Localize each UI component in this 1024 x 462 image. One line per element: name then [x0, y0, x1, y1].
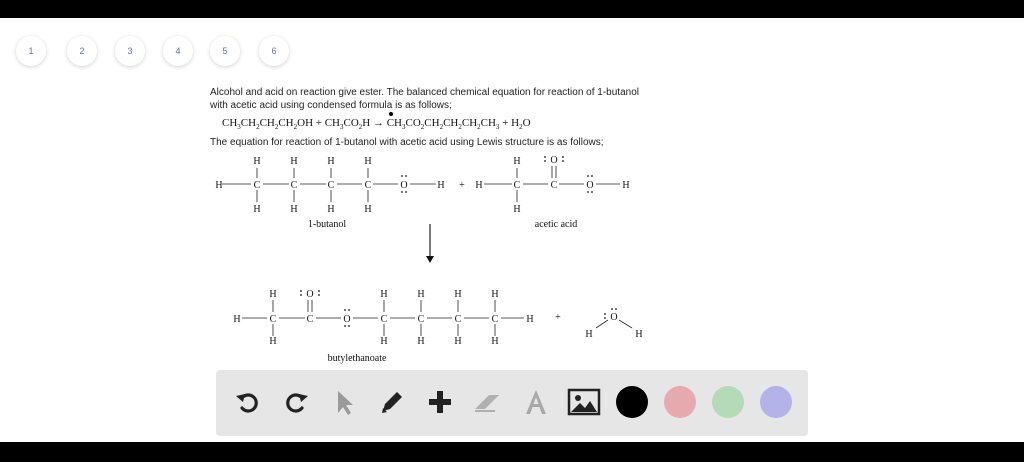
molecule-labels — [308, 219, 577, 364]
atom: H — [327, 204, 335, 215]
plus-sign: + — [459, 180, 465, 191]
atom: H — [585, 329, 593, 340]
page-button-6[interactable]: 6 — [259, 36, 289, 66]
plus-sign: + — [555, 312, 561, 323]
undo-icon[interactable] — [230, 384, 266, 420]
atom: C — [364, 180, 372, 191]
atom: H — [364, 204, 372, 215]
atom: H — [526, 314, 534, 325]
condensed-equation: $CH_3CH_2CH_2CH_2OH + CH_3CO_2H \to CH_3CO_2CH_2CH_2CH_2CH_3 + H_2O$ — [222, 117, 531, 132]
label-butylethanoate: butylethanoate — [327, 353, 387, 364]
color-black-swatch[interactable] — [616, 386, 648, 418]
atom: C — [269, 314, 277, 325]
atom: H — [290, 156, 298, 167]
pointer-icon[interactable] — [326, 384, 362, 420]
atom: C — [417, 314, 425, 325]
atom: O — [343, 314, 351, 325]
lewis-intro: The equation for reaction of 1-butanol with acetic acid using Lewis structure is as follows; — [210, 137, 604, 148]
page-button-4[interactable]: 4 — [163, 36, 193, 66]
pencil-icon[interactable] — [374, 384, 410, 420]
page-button-1[interactable]: 1 — [16, 36, 46, 66]
atom: C — [491, 314, 499, 325]
atom: H — [454, 336, 462, 347]
atom: H — [622, 180, 630, 191]
text-icon[interactable] — [518, 384, 554, 420]
atom: O — [306, 289, 314, 300]
reaction-arrow-head — [426, 256, 434, 263]
atom: C — [327, 180, 335, 191]
atom: H — [437, 180, 445, 191]
atom: H — [253, 156, 261, 167]
plus-icon[interactable] — [422, 384, 458, 420]
atom: H — [327, 156, 335, 167]
atom: H — [491, 336, 499, 347]
atom: H — [380, 336, 388, 347]
page-button-3[interactable]: 3 — [115, 36, 145, 66]
atom: H — [215, 180, 223, 191]
redo-icon[interactable] — [278, 384, 314, 420]
atom: C — [550, 180, 558, 191]
atom: H — [253, 204, 261, 215]
page-button-2[interactable]: 2 — [67, 36, 97, 66]
label-acetic-acid: acetic acid — [534, 219, 578, 230]
atom: H — [269, 336, 277, 347]
atom: O — [586, 180, 594, 191]
atom: O — [550, 155, 558, 166]
label-1-butanol: 1-butanol — [307, 219, 347, 230]
atom: C — [513, 180, 521, 191]
atom: H — [491, 289, 499, 300]
atom: O — [400, 180, 408, 191]
atom: H — [513, 156, 521, 167]
atom: C — [290, 180, 298, 191]
image-icon[interactable] — [566, 384, 602, 420]
atom: H — [269, 289, 277, 300]
intro-line-2: with acetic acid using condensed formula is as follows; — [210, 100, 452, 111]
eraser-icon[interactable] — [470, 384, 506, 420]
atom: H — [513, 204, 521, 215]
drawing-toolbar — [216, 370, 808, 436]
atom: H — [635, 329, 643, 340]
bonds — [222, 166, 632, 336]
color-red-swatch[interactable] — [664, 386, 696, 418]
atom: H — [233, 314, 241, 325]
atom: H — [417, 289, 425, 300]
atom: C — [380, 314, 388, 325]
atom: H — [475, 180, 483, 191]
color-green-swatch[interactable] — [712, 386, 744, 418]
atom: H — [417, 336, 425, 347]
intro-line-1: Alcohol and acid on reaction give ester. The balanced chemical equation for reaction of 1-butanol — [210, 87, 639, 98]
atom: H — [380, 289, 388, 300]
atom: C — [253, 180, 261, 191]
atom: C — [306, 314, 314, 325]
bottom-bar — [0, 442, 1024, 462]
page-button-5[interactable]: 5 — [210, 36, 240, 66]
atom: C — [454, 314, 462, 325]
color-purple-swatch[interactable] — [760, 386, 792, 418]
atom: O — [610, 312, 618, 323]
atom: H — [290, 204, 298, 215]
atom: H — [454, 289, 462, 300]
atom: H — [364, 156, 372, 167]
